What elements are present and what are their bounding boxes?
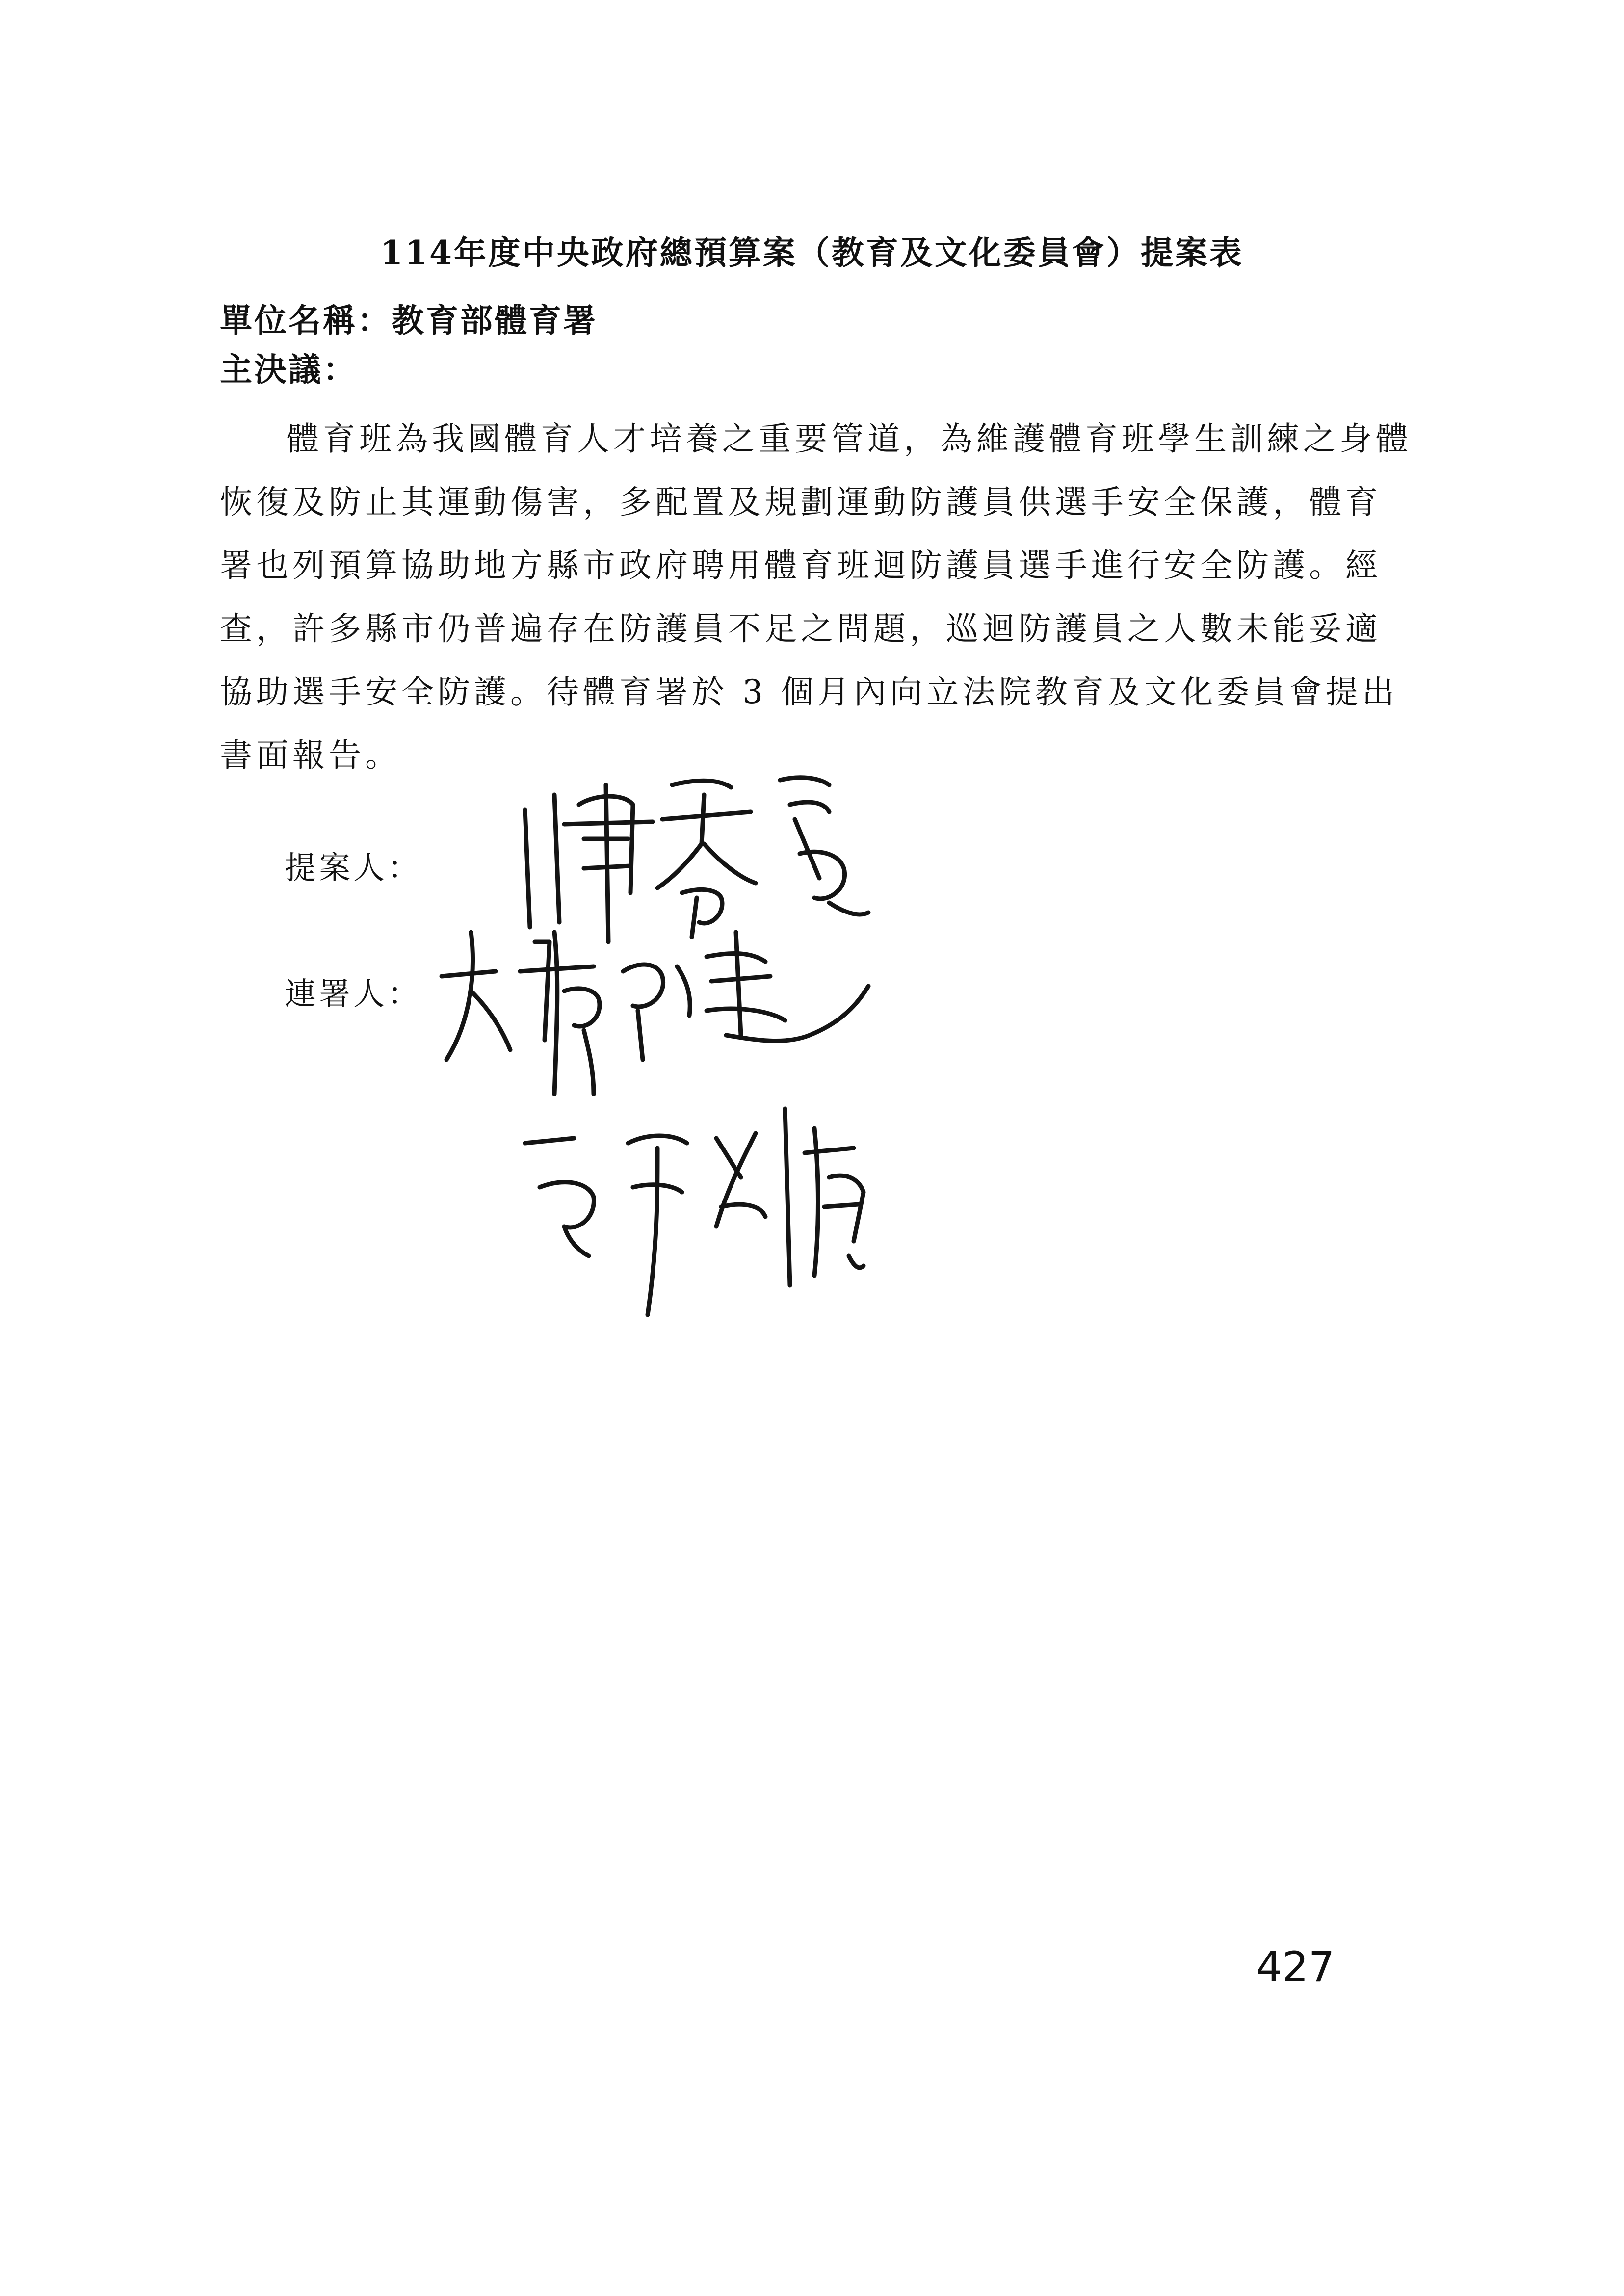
resolution-label: 主決議： — [220, 350, 357, 389]
body-line: 查，許多縣市仍普遍存在防護員不足之問題，巡迴防護員之人數未能妥適 — [220, 610, 1382, 648]
cosigner-signature — [510, 1079, 883, 1354]
body-line: 協助選手安全防護。待體育署於 3 個月內向立法院教育及文化委員會提出 — [220, 673, 1398, 711]
body-line: 體育班為我國體育人才培養之重要管道，為維護體育班學生訓練之身體 — [287, 420, 1412, 458]
document-title: 114年度中央政府總預算案（教育及文化委員會）提案表 — [380, 234, 1244, 272]
body-line: 恢復及防止其運動傷害，多配置及規劃運動防護員供選手安全保護，體育 — [220, 483, 1382, 521]
body-line: 署也列預算協助地方縣市政府聘用體育班迴防護員選手進行安全防護。經 — [220, 547, 1382, 584]
resolution-body — [220, 407, 1432, 787]
page-number: 427 — [1256, 1943, 1335, 1991]
body-line: 書面報告。 — [220, 736, 401, 774]
cosigner-label: 連署人： — [285, 976, 422, 1013]
unit-name-line: 單位名稱：教育部體育署 — [220, 301, 598, 339]
proposer-label: 提案人： — [285, 850, 422, 887]
